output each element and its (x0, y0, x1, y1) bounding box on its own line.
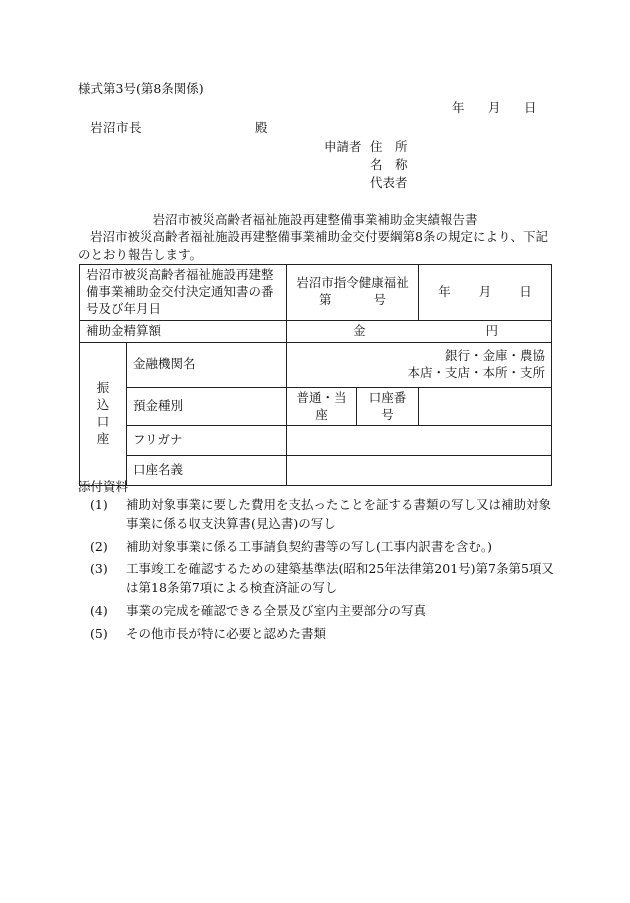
attachments-heading: 添付資料 (78, 479, 129, 494)
addressee: 岩沼市長 (90, 120, 143, 135)
date-year-label: 年 (452, 100, 465, 115)
furigana-label: フリガナ (127, 426, 287, 456)
attachment-number: (3) (90, 561, 108, 577)
attachment-text: 工事竣工を確認するための建築基準法(昭和25年法律第201号)第7条第5項又は第18条第7項による検査済証の写し (126, 561, 554, 595)
deposit-type-label: 預金種別 (127, 387, 287, 426)
decision-notice-go: 号 (373, 292, 387, 308)
date-day-label: 日 (524, 100, 537, 115)
account-number-cell (419, 387, 552, 426)
list-item (84, 496, 554, 534)
furigana-cell (287, 426, 552, 456)
attachment-text: その他市長が特に必要と認めた書類 (126, 625, 327, 641)
decision-notice-number-cell (287, 265, 419, 321)
transfer-account-group-label (80, 342, 127, 486)
date-month-label: 月 (488, 100, 501, 115)
decision-notice-label: 岩沼市被災高齢者福祉施設再建整備事業補助金交付決定通知書の番号及び年月日 (80, 265, 287, 321)
table-row (80, 387, 552, 426)
decision-notice-dai: 第 (319, 292, 332, 308)
bank-type-options: 銀行・金庫・農協 (445, 347, 546, 363)
bank-name-cell (287, 342, 552, 387)
list-item (84, 602, 554, 621)
attachments-list (84, 496, 554, 647)
table-row (80, 456, 552, 486)
attachment-text: 補助対象事業に係る工事請負契約書等の写し(工事内訳書を含む。) (126, 538, 493, 554)
deposit-type-value: 普通・当座 (287, 387, 357, 426)
applicant-label: 申請者 (324, 139, 362, 154)
transfer-account-line1: 振 込 (96, 380, 122, 413)
bank-name-label: 金融機関名 (127, 342, 287, 387)
list-item (84, 560, 554, 598)
transfer-account-line2: 口 座 (96, 414, 122, 446)
intro-text: 岩沼市被災高齢者福祉施設再建整備事業補助金交付要綱第8条の規定により、下記のとおり報告します。 (78, 229, 548, 263)
settlement-en-label: 円 (485, 322, 498, 338)
honorific: 殿 (255, 120, 268, 135)
representative-label: 代表者 (370, 175, 408, 190)
settlement-amount-cell (287, 320, 552, 342)
form-number: 様式第3号(第8条関係) (78, 81, 204, 96)
account-number-label: 口座番号 (357, 387, 419, 426)
report-table (79, 264, 552, 486)
name-label: 名 称 (370, 157, 408, 172)
settlement-kin-label: 金 (353, 322, 366, 338)
account-holder-label: 口座名義 (127, 456, 287, 486)
attachment-text: 事業の完成を確認できる全景及び室内主要部分の写真 (126, 602, 427, 618)
account-holder-cell (287, 456, 552, 486)
table-row (80, 265, 552, 321)
attachment-number: (1) (90, 497, 108, 512)
table-row (80, 426, 552, 456)
decision-month-label: 月 (478, 283, 492, 299)
attachment-number: (4) (90, 602, 108, 618)
decision-year-label: 年 (438, 283, 451, 299)
attachment-text: 補助対象事業に要した費用を支払ったことを証する書類の写し又は補助対象事業に係る収支決算書(見込書)の写し (126, 497, 552, 531)
table-row (80, 342, 552, 387)
branch-type-options: 本店・支店・本所・支所 (407, 364, 546, 380)
decision-notice-prefix: 岩沼市指令健康福祉 (296, 275, 409, 291)
settlement-amount-label: 補助金精算額 (80, 320, 287, 342)
decision-notice-date-cell (419, 265, 552, 321)
table-row (80, 320, 552, 342)
list-item (84, 625, 554, 644)
decision-day-label: 日 (519, 283, 532, 299)
attachment-number: (2) (90, 538, 108, 554)
list-item (84, 538, 554, 557)
document-title: 岩沼市被災高齢者福祉施設再建整備事業補助金実績報告書 (152, 212, 478, 227)
address-label: 住 所 (370, 139, 408, 154)
attachment-number: (5) (90, 625, 108, 641)
